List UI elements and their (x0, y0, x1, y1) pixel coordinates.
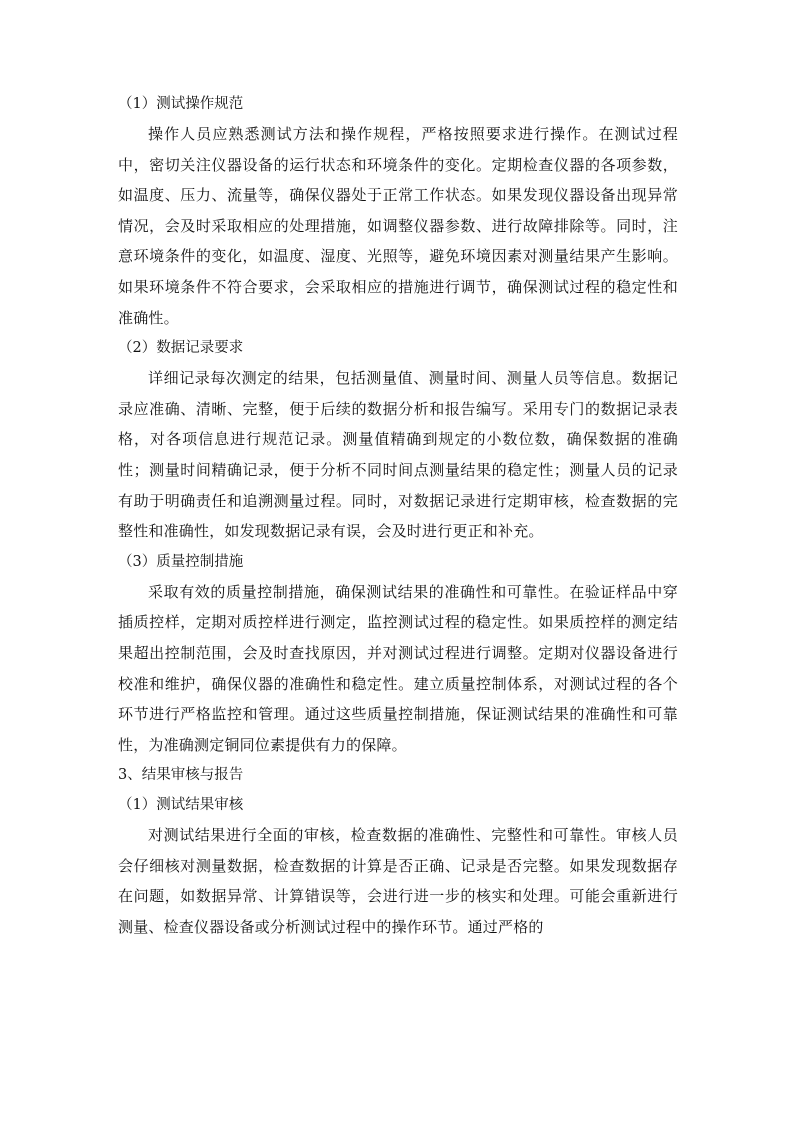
section-body-operation: 操作人员应熟悉测试方法和操作规程，严格按照要求进行操作。在测试过程中，密切关注仪器设备的运行状态和环境条件的变化。定期检查仪器的各项参数，如温度、压力、流量等，确保仪器处于正常工作状态。如果发现仪器设备出现异常情况，会及时采取相应的处理措施，如调整仪器参数、进行故障排除等。同时，注意环境条件的变化，如温度、湿度、光照等，避免环境因素对测量结果产生影响。如果环境条件不符合要求，会采取相应的措施进行调节，确保测试过程的稳定性和准确性。 (118, 125, 678, 327)
section-heading-result-review: （1）测试结果审核 (118, 797, 244, 814)
section-heading-operation: （1）测试操作规范 (118, 96, 244, 112)
chapter-heading-review-report: 3、结果审核与报告 (118, 767, 244, 784)
document-page (118, 89, 678, 943)
section-body-result-review: 对测试结果进行全面的审核，检查数据的准确性、完整性和可靠性。审核人员会仔细核对测量数据，检查数据的计算是否正确、记录是否完整。如果发现数据存在问题，如数据异常、计算错误等，会进行进一步的核实和处理。可能会重新进行测量、检查仪器设备或分析测试过程中的操作环节。通过严格的 (118, 826, 678, 937)
section-heading-quality-control: （3）质量控制措施 (118, 553, 244, 570)
section-body-quality-control: 采取有效的质量控制措施，确保测试结果的准确性和可靠性。在验证样品中穿插质控样，定期对质控样进行测定，监控测试过程的稳定性。如果质控样的测定结果超出控制范围，会及时查找原因，并对测试过程进行调整。定期对仪器设备进行校准和维护，确保仪器的准确性和稳定性。建立质量控制体系，对测试过程的各个环节进行严格监控和管理。通过这些质量控制措施，保证测试结果的准确性和可靠性，为准确测定铜同位素提供有力的保障。 (118, 582, 678, 754)
section-heading-data-record: （2）数据记录要求 (118, 340, 244, 357)
section-body-data-record: 详细记录每次测定的结果，包括测量值、测量时间、测量人员等信息。数据记录应准确、清晰、完整，便于后续的数据分析和报告编写。采用专门的数据记录表格，对各项信息进行规范记录。测量值精确到规定的小数位数，确保数据的准确性；测量时间精确记录，便于分析不同时间点测量结果的稳定性；测量人员的记录有助于明确责任和追溯测量过程。同时，对数据记录进行定期审核，检查数据的完整性和准确性，如发现数据记录有误，会及时进行更正和补充。 (118, 369, 678, 541)
